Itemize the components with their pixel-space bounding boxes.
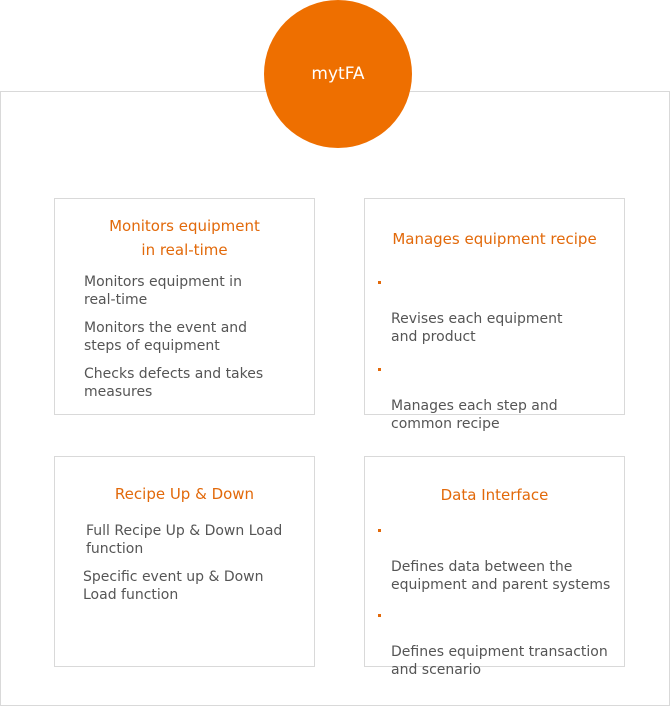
list-item-text: Revises each equipment and product: [391, 311, 563, 345]
card-manages-recipe: [364, 198, 625, 432]
list-item: Specific event up & Down Load function: [83, 569, 264, 603]
list-item: Full Recipe Up & Down Load function: [86, 523, 283, 557]
list-item: [377, 361, 563, 433]
list-item-text: Defines data between the equipment and parent systems: [391, 559, 611, 593]
bullet-dot-icon: [378, 281, 381, 284]
feature-list: [377, 274, 563, 433]
card-recipe-up-down: [54, 456, 315, 667]
card-data-interface: [364, 456, 625, 678]
card-monitors-equipment: [54, 198, 315, 415]
list-item: Monitors equipment in real-time: [84, 274, 242, 308]
card-title: Monitors equipment in real-time: [109, 217, 260, 259]
list-item: Checks defects and takes measures: [84, 366, 264, 400]
bullet-dot-icon: [378, 614, 381, 617]
bullet-dot-icon: [378, 368, 381, 371]
list-item-text: Defines equipment transaction and scenario: [391, 644, 608, 678]
card-title: Manages equipment recipe: [392, 230, 597, 248]
badge-label: mytFA: [311, 64, 365, 84]
list-item: [377, 274, 563, 346]
list-item: Monitors the event and steps of equipment: [84, 320, 248, 354]
bullet-dot-icon: [378, 529, 381, 532]
list-item-text: Manages each step and common recipe: [391, 398, 558, 432]
card-title: Data Interface: [440, 486, 549, 504]
list-item: [377, 522, 610, 594]
feature-list: [83, 522, 282, 604]
feature-list: [377, 522, 610, 679]
list-item: [377, 607, 610, 679]
card-title: Recipe Up & Down: [114, 485, 255, 503]
feature-list: [84, 273, 263, 401]
mytfa-badge: [264, 0, 412, 148]
